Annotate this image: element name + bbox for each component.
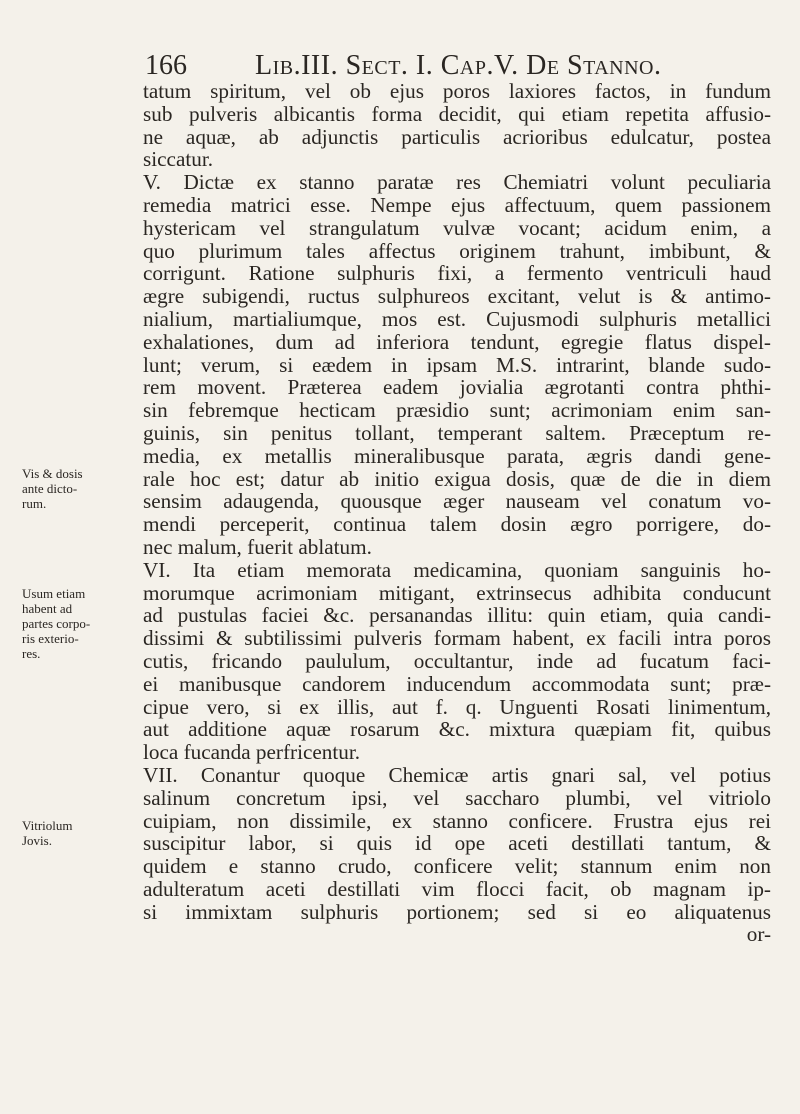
text-line: sin febremque hecticam præsidio sunt; acrimoniam enim san- <box>143 398 771 423</box>
margin-note-line: partes corpo- <box>22 616 91 631</box>
text-line: exhalationes, dum ad inferiora tendunt, egregie flatus dispel- <box>143 329 771 354</box>
text-line: mendi perceperit, continua talem dosin ægro porrigere, do- <box>143 512 771 537</box>
text-line: morumque acrimoniam mitigant, extrinsecus adhibita conducunt <box>143 580 771 605</box>
text-line: guinis, sin penitus tollant, temperant saltem. Præceptum re- <box>143 420 771 445</box>
text-line: siccatur. <box>143 147 214 172</box>
margin-note-line: Vis & dosis <box>22 466 83 481</box>
text-line: adulteratum aceti destillati vim flocci facit, ob magnam ip- <box>143 876 771 901</box>
text-line: suscipitur labor, si quis id ope aceti destillati tantum, & <box>143 831 771 856</box>
body-text <box>143 80 771 946</box>
margin-note-line: ante dicto- <box>22 481 78 496</box>
text-line: salinum concretum ipsi, vel saccharo plumbi, vel vitriolo <box>143 785 771 810</box>
text-line: loca fucanda perfricentur. <box>143 740 361 765</box>
margin-note-line: habent ad <box>22 601 73 616</box>
margin-note-2 <box>22 586 142 661</box>
catchword: or- <box>746 922 771 947</box>
text-line: quidem e stanno crudo, conficere velit; stannum enim non <box>143 854 771 879</box>
text-line: cuipiam, non dissimile, ex stanno conficere. Frustra ejus rei <box>143 808 771 833</box>
margin-note-line: Jovis. <box>22 833 52 848</box>
text-line: cutis, fricando paululum, occultantur, inde ad fucatum faci- <box>143 648 771 673</box>
text-line: corrigunt. Ratione sulphuris fixi, a fermento ventriculi haud <box>143 261 771 286</box>
text-line: ei manibusque candorem inducendum accommodata sunt; præ- <box>143 671 771 696</box>
page-number: 166 <box>145 50 187 81</box>
text-line: nialium, martialiumque, mos est. Cujusmodi sulphuris metallici <box>143 306 771 331</box>
margin-note-line: Usum etiam <box>22 586 86 601</box>
text-line: cipue vero, si ex illis, aut f. q. Unguenti Rosati linimentum, <box>143 694 771 719</box>
text-line: V. Dictæ ex stanno paratæ res Chemiatri volunt peculiaria <box>143 170 771 195</box>
text-line: tatum spiritum, vel ob ejus poros laxiores factos, in fundum <box>143 79 771 103</box>
text-line: ad pustulas faciei &c. persanandas illitu: quin etiam, quia candi- <box>143 603 771 628</box>
margin-note-line: res. <box>22 646 41 661</box>
text-line: sensim adaugenda, quousque æger nauseam vel conatum vo- <box>143 489 771 514</box>
margin-note-line: Vitriolum <box>22 818 73 833</box>
text-line: ne aquæ, ab adjunctis particulis acrioribus edulcatur, postea <box>143 124 771 149</box>
text-line: lunt; verum, si eædem in ipsam M.S. intrarint, blande sudo- <box>143 352 771 377</box>
text-line: dissimi & subtilissimi pulveris formam habent, ex facili intra poros <box>143 626 771 651</box>
text-line: VI. Ita etiam memorata medicamina, quoniam sanguinis ho- <box>143 557 771 582</box>
text-line: ægre subigendi, ructus sulphureos excitant, velut is & antimo- <box>143 284 771 309</box>
margin-note-3 <box>22 818 142 848</box>
margin-note-line: ris exterio- <box>22 631 79 646</box>
text-line: aut additione aquæ rosarum &c. mixtura quæpiam fit, quibus <box>143 717 771 742</box>
margin-note-1 <box>22 466 142 511</box>
text-line: quo plurimum tales affectus originem trahunt, imbibunt, & <box>143 238 771 263</box>
running-title: Lib.III. Sect. I. Cap.V. De Stanno. <box>255 50 662 81</box>
text-line: remedia matrici esse. Nempe ejus affectuum, quem passionem <box>143 192 771 217</box>
text-line: sub pulveris albicantis forma decidit, qui etiam repetita affusio- <box>143 101 771 126</box>
margin-note-line: rum. <box>22 496 47 511</box>
text-line: media, ex metallis mineralibusque parata, ægris dandi gene- <box>143 443 771 468</box>
text-line: rem movent. Præterea eadem jovialia ægrotanti contra phthi- <box>143 375 771 400</box>
text-line: nec malum, fuerit ablatum. <box>143 534 372 559</box>
text-line: si immixtam sulphuris portionem; sed si eo aliquatenus <box>143 899 771 924</box>
text-line: hystericam vel strangulatum vulvæ vocant; acidum enim, a <box>143 215 771 240</box>
text-line: rale hoc est; datur ab initio exigua dosis, quæ de die in diem <box>143 466 771 491</box>
text-line: VII. Conantur quoque Chemicæ artis gnari sal, vel potius <box>143 762 771 787</box>
